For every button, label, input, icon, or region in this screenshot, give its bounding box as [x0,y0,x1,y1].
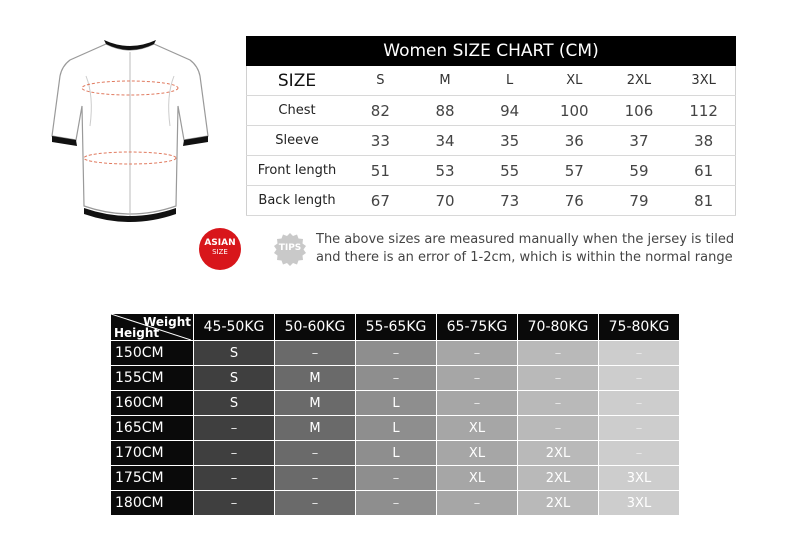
size-cell: L [356,416,437,441]
table-cell: 51 [348,156,413,186]
tips-line: and there is an error of 1-2cm, which is within the normal range [316,250,733,265]
size-cell: S [194,341,275,366]
size-cell: – [599,366,680,391]
size-col-header: L [477,66,542,96]
table-cell: 76 [542,186,607,216]
size-cell: – [356,341,437,366]
height-label: 155CM [111,366,194,391]
table-cell: 79 [607,186,672,216]
table-cell: 82 [348,96,413,126]
size-cell: M [275,391,356,416]
height-label: 170CM [111,441,194,466]
size-cell: – [599,391,680,416]
size-col-header: XL [542,66,607,96]
tips-line: The above sizes are measured manually when the jersey is tiled [316,232,735,247]
size-cell: – [194,441,275,466]
row-label: Chest [246,96,348,126]
table-row [246,126,736,156]
size-cell: – [599,416,680,441]
size-cell: – [194,416,275,441]
weight-col-header: 70-80KG [518,314,599,341]
table-cell: 61 [671,156,736,186]
size-col-header: 3XL [671,66,736,96]
size-cell: XL [437,441,518,466]
size-col-header: 2XL [607,66,672,96]
size-cell: XL [437,466,518,491]
size-cell: – [518,391,599,416]
height-label: 160CM [111,391,194,416]
table-cell: 34 [413,126,478,156]
height-label: 165CM [111,416,194,441]
table-row [111,391,680,416]
table-row [246,96,736,126]
table-cell: 112 [671,96,736,126]
size-cell: – [518,366,599,391]
size-cell: XL [437,416,518,441]
size-chart-table [246,36,736,216]
size-cell: – [437,341,518,366]
size-cell: 3XL [599,466,680,491]
size-cell: 2XL [518,466,599,491]
table-row [111,491,680,516]
table-cell: 53 [413,156,478,186]
size-header: SIZE [246,66,348,96]
size-cell: S [194,366,275,391]
tips-badge [273,232,307,266]
size-chart-title: Women SIZE CHART (CM) [246,36,736,66]
table-row [246,186,736,216]
table-cell: 36 [542,126,607,156]
table-cell: 55 [477,156,542,186]
table-cell: 73 [477,186,542,216]
table-cell: 38 [671,126,736,156]
weight-col-header: 55-65KG [356,314,437,341]
size-cell: – [194,466,275,491]
weight-axis-label: Weight [143,315,191,329]
size-cell: – [275,491,356,516]
height-label: 150CM [111,341,194,366]
size-cell: – [275,341,356,366]
size-cell: M [275,366,356,391]
size-cell: – [437,366,518,391]
table-cell: 59 [607,156,672,186]
height-label: 180CM [111,491,194,516]
table-cell: 57 [542,156,607,186]
jersey-illustration-icon [50,36,210,236]
size-cell: – [356,366,437,391]
table-row [111,441,680,466]
size-cell: S [194,391,275,416]
weight-height-table [110,313,680,516]
table-row [111,366,680,391]
table-row [111,416,680,441]
size-cell: – [356,491,437,516]
tips-text [316,231,756,267]
asian-badge-line2: SIZE [212,248,228,256]
height-label: 175CM [111,466,194,491]
tips-badge-label: TIPS [278,243,302,253]
size-cell: – [437,391,518,416]
size-cell: – [599,341,680,366]
size-cell: – [275,466,356,491]
table-cell: 70 [413,186,478,216]
corner-header [111,314,194,341]
table-cell: 35 [477,126,542,156]
size-cell: – [275,441,356,466]
table-row [111,466,680,491]
weight-col-header: 65-75KG [437,314,518,341]
table-cell: 33 [348,126,413,156]
size-cell: 2XL [518,491,599,516]
size-col-header: S [348,66,413,96]
size-cell: M [275,416,356,441]
size-cell: L [356,441,437,466]
table-cell: 81 [671,186,736,216]
table-cell: 94 [477,96,542,126]
asian-size-badge [199,228,241,270]
size-cell: 3XL [599,491,680,516]
size-col-header: M [413,66,478,96]
table-row [111,341,680,366]
size-cell: – [518,416,599,441]
size-cell: – [194,491,275,516]
row-label: Sleeve [246,126,348,156]
table-cell: 67 [348,186,413,216]
table-row [246,156,736,186]
size-cell: – [437,491,518,516]
size-cell: L [356,391,437,416]
table-cell: 37 [607,126,672,156]
table-cell: 100 [542,96,607,126]
height-axis-label: Height [114,326,160,340]
size-cell: – [599,441,680,466]
weight-col-header: 75-80KG [599,314,680,341]
size-cell: – [518,341,599,366]
weight-col-header: 45-50KG [194,314,275,341]
row-label: Front length [246,156,348,186]
size-cell: – [356,466,437,491]
row-label: Back length [246,186,348,216]
table-cell: 88 [413,96,478,126]
table-cell: 106 [607,96,672,126]
weight-col-header: 50-60KG [275,314,356,341]
asian-badge-line1: ASIAN [204,238,236,248]
size-cell: 2XL [518,441,599,466]
